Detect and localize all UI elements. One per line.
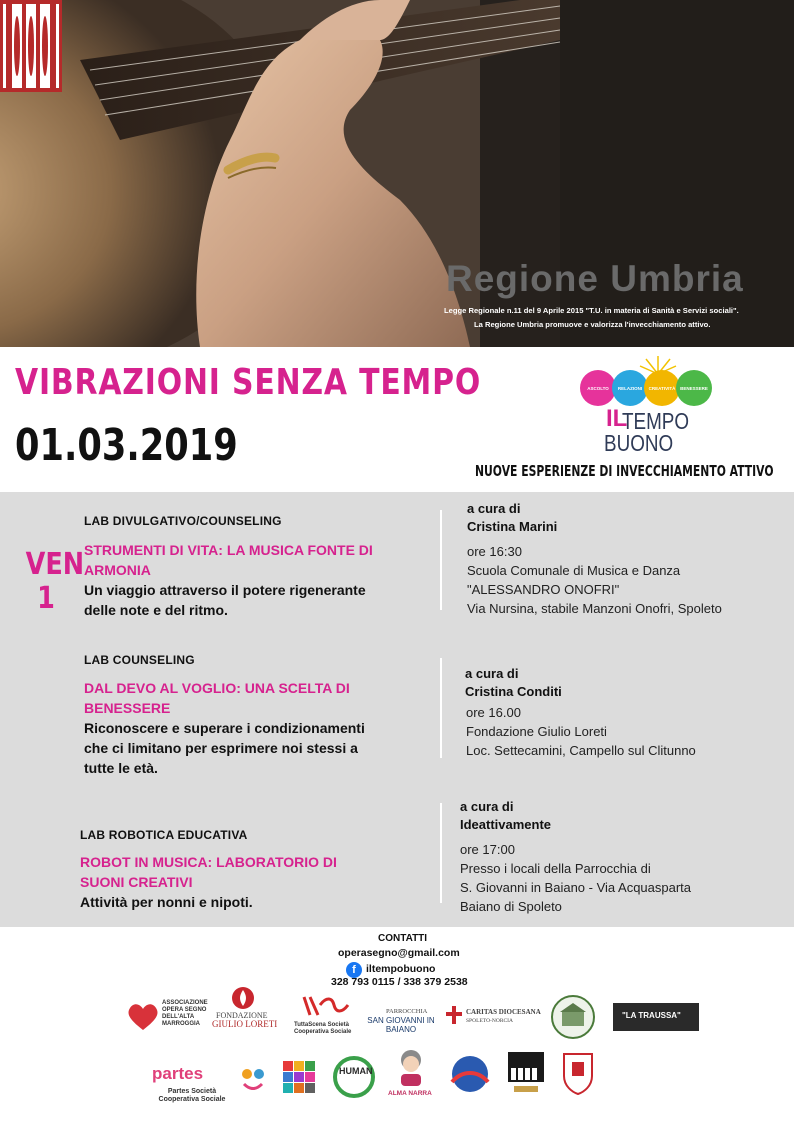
- activity-desc-line: Un viaggio attraverso il potere rigenerante: [84, 582, 366, 598]
- activity-desc-line: Riconoscere e superare i condizionamenti: [84, 720, 365, 736]
- human-logo-icon: [332, 1056, 376, 1098]
- partner-fondazione-name: GIULIO LORETI: [212, 1019, 278, 1029]
- contact-phones: 328 793 0115 / 338 379 2538: [331, 976, 468, 988]
- partner-caritas-name: CARITAS DIOCESANA: [466, 1008, 541, 1016]
- hero-photo: [0, 0, 794, 347]
- activity-time: ore 16.00: [466, 705, 521, 720]
- activity-desc-line: Attività per nonni e nipoti.: [80, 894, 253, 910]
- curator-label: a cura di: [467, 501, 521, 516]
- partner-partes-name: Partes Società Cooperativa Sociale: [158, 1088, 226, 1103]
- partner-human-name: HUMAN: [339, 1066, 373, 1076]
- partes-logo: partes: [152, 1064, 204, 1083]
- event-date: 01.03.2019: [15, 420, 238, 471]
- curator-block: [465, 665, 562, 701]
- lab-label: LAB DIVULGATIVO/COUNSELING: [84, 514, 282, 528]
- region-promo-text: La Regione Umbria promuove e valorizza l'invecchiamento attivo.: [474, 320, 711, 329]
- curator-name: Cristina Marini: [467, 519, 558, 534]
- activity-address: S. Giovanni in Baiano - Via Acquasparta: [460, 880, 692, 895]
- activity-desc-line: tutte le età.: [84, 760, 158, 776]
- divider: [440, 803, 442, 903]
- partner-opera-segno-name: ASSOCIAZIONE OPERA SEGNO DELL'ALTA MARROGGIA: [162, 1000, 208, 1027]
- partner-fondazione-label: FONDAZIONE: [216, 1011, 268, 1020]
- circle-creativita: CREATIVITÀ: [644, 370, 680, 406]
- event-title: VIBRAZIONI SENZA TEMPO: [15, 362, 482, 403]
- activity-title-line: DAL DEVO AL VOGLIO: UNA SCELTA DI: [84, 680, 350, 696]
- coat-of-arms-icon: [560, 1050, 596, 1096]
- activity-info: [460, 840, 691, 916]
- grandmother-icon: [396, 1048, 426, 1086]
- contacts-title: CONTATTI: [378, 933, 428, 944]
- activity-address: Baiano di Spoleto: [460, 899, 562, 914]
- partner-parrocchia-name: SAN GIOVANNI IN BAIANO: [367, 1016, 435, 1034]
- partner-alma-name: ALMA NARRA: [388, 1090, 432, 1097]
- region-name: Regione Umbria: [446, 258, 744, 299]
- activity-venue: "ALESSANDRO ONOFRI": [467, 582, 620, 597]
- activity-info: [467, 542, 722, 618]
- circle-relazioni: RELAZIONI: [612, 370, 648, 406]
- activity-title-line: STRUMENTI DI VITA: LA MUSICA FONTE DI: [84, 542, 373, 558]
- circle-ascolto: ASCOLTO: [580, 370, 616, 406]
- activity-title: [84, 540, 373, 580]
- activity-address: Via Nursina, stabile Manzoni Onofri, Spoleto: [467, 601, 722, 616]
- curator-name: Cristina Conditi: [465, 684, 562, 699]
- activity-title-line: ROBOT IN MUSICA: LABORATORIO DI: [80, 854, 337, 870]
- colorful-logo: [240, 1066, 266, 1090]
- curator-name: Ideattivamente: [460, 817, 552, 832]
- activity-desc-line: che ci limitano per esprimere noi stessi a: [84, 740, 358, 756]
- divider: [440, 510, 442, 610]
- day-name: VEN: [25, 547, 85, 582]
- facebook-page-link[interactable]: iltempobuono: [366, 963, 436, 975]
- regione-umbria-logo: [0, 0, 62, 92]
- activity-info: [466, 703, 696, 760]
- brand-il: IL: [606, 405, 628, 432]
- lab-label: LAB COUNSELING: [84, 653, 195, 667]
- partner-parrocchia-label: PARROCCHIA: [386, 1008, 428, 1015]
- lab-label: LAB ROBOTICA EDUCATIVA: [80, 828, 248, 842]
- activity-title-line: BENESSERE: [84, 700, 171, 716]
- curator-block: [467, 500, 557, 536]
- activity-description: [80, 892, 253, 912]
- comune-seal-icon: [550, 994, 596, 1040]
- cittadinanza-logo: [446, 1054, 494, 1096]
- activity-time: ore 17:00: [460, 842, 515, 857]
- flame-icon: [230, 986, 256, 1010]
- activity-title-line: ARMONIA: [84, 562, 151, 578]
- facebook-icon: f: [346, 962, 362, 978]
- activity-time: ore 16:30: [467, 544, 522, 559]
- piano-keys-icon: [506, 1048, 546, 1096]
- activity-title: [84, 678, 350, 718]
- activity-desc-line: delle note e del ritmo.: [84, 602, 228, 618]
- partner-traussa-name: "LA TRAUSSA": [622, 1011, 681, 1020]
- curator-label: a cura di: [465, 666, 519, 681]
- partner-caritas-sub: SPOLETO-NORCIA: [466, 1018, 513, 1024]
- heart-hands-icon: [126, 1002, 160, 1032]
- activity-venue: Scuola Comunale di Musica e Danza: [467, 563, 681, 578]
- brand-circles: [578, 360, 718, 412]
- tuttascena-logo: [300, 993, 352, 1019]
- activity-description: [84, 718, 365, 778]
- partner-tuttascena-name: TuttaScena Società Cooperativa Sociale: [294, 1022, 352, 1035]
- curator-label: a cura di: [460, 799, 514, 814]
- activity-venue: Fondazione Giulio Loreti: [466, 724, 607, 739]
- brand-tempo: TEMPO: [622, 408, 690, 434]
- activity-title: [80, 852, 337, 892]
- brand-buono: BUONO: [604, 430, 674, 456]
- activity-address: Loc. Settecamini, Campello sul Clitunno: [466, 743, 696, 758]
- region-law-text: Legge Regionale n.11 del 9 Aprile 2015 "T.U. in materia di Sanità e Servizi sociali".: [444, 306, 739, 315]
- ideattivamente-logo: [282, 1060, 316, 1094]
- activity-description: [84, 580, 366, 620]
- brand-tagline: NUOVE ESPERIENZE DI INVECCHIAMENTO ATTIVO: [475, 462, 774, 480]
- day-number: 1: [37, 581, 55, 616]
- activity-title-line: SUONI CREATIVI: [80, 874, 193, 890]
- cross-icon: [444, 1004, 464, 1026]
- divider: [440, 658, 442, 758]
- activity-venue: Presso i locali della Parrocchia di: [460, 861, 651, 876]
- circle-benessere: BENESSERE: [676, 370, 712, 406]
- curator-block: [460, 798, 551, 834]
- contact-email-link[interactable]: operasegno@gmail.com: [338, 947, 460, 959]
- day-label: [25, 547, 85, 616]
